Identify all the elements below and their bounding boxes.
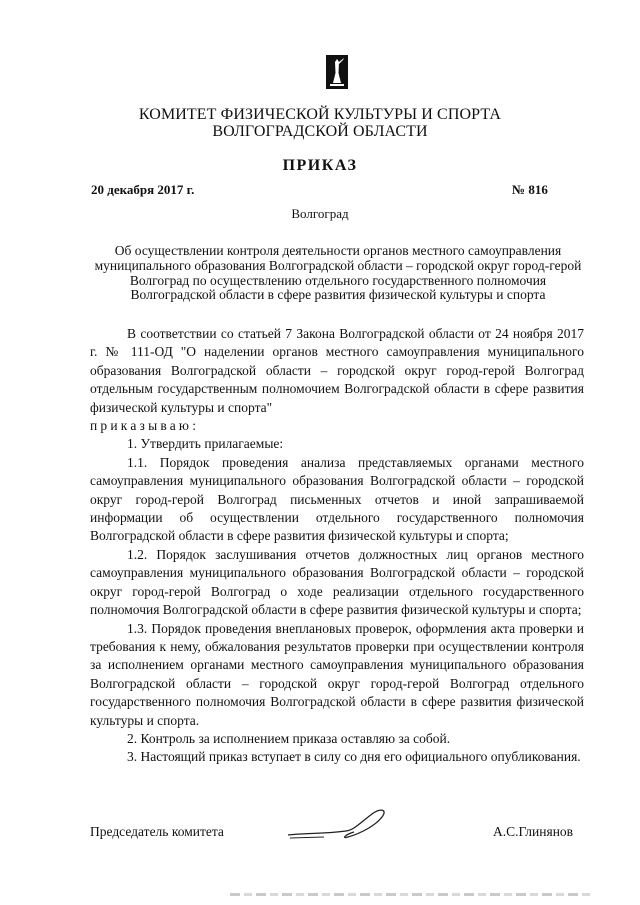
item-1-2: 1.2. Порядок заслушивания отчетов должностных лиц органов местного самоуправления муниципального образования Волгоградской области – городской округ город-герой Волгоград о ходе реализации отдельного государственного полномочия Волгоградской области в сфере развития физической культуры и спорта; bbox=[90, 546, 584, 618]
order-body bbox=[90, 325, 584, 767]
order-number: № 816 bbox=[512, 182, 548, 197]
item-1: 1. Утвердить прилагаемые: bbox=[127, 436, 284, 452]
order-city: Волгоград bbox=[291, 206, 349, 221]
item-1-1: 1.1. Порядок проведения анализа представляемых органами местного самоуправления муниципального образования Волгоградской области – городской округ город-герой Волгоград письменных отчетов и иной запрашиваемой информации об осуществлении отдельного государственного полномочия Волгоградской области в сфере развития физической культуры и спорта; bbox=[90, 454, 584, 544]
order-title: ПРИКАЗ bbox=[282, 157, 358, 174]
preamble-paragraph: В соответствии со статьей 7 Закона Волгоградской области от 24 ноября 2017 г. № 111-ОД "О наделении органов местного самоуправления муниципального образования Волгоградской области – городской округ город-герой Волгоград отдельным государственным полномочием Волгоградской области в сфере развития физической культуры и спорта" bbox=[90, 326, 584, 415]
handwritten-signature bbox=[284, 805, 404, 845]
item-2: 2. Контроль за исполнением приказа оставляю за собой. bbox=[127, 730, 451, 746]
organization-region: ВОЛГОГРАДСКОЙ ОБЛАСТИ bbox=[212, 123, 428, 140]
item-3: 3. Настоящий приказ вступает в силу со дня его официального опубликования. bbox=[127, 749, 581, 765]
item-1-3: 1.3. Порядок проведения внеплановых проверок, оформления акта проверки и требования к нему, обжалования результатов проверки при осуществлении контроля за исполнением органами местного самоуправления муниципального образования Волгоградской области – городской округ город-герой Волгоград отдельного государственного полномочия Волгоградской области в сфере развития физической культуры и спорта. bbox=[90, 620, 584, 728]
order-subject: Об осуществлении контроля деятельности органов местного самоуправления муниципального образования Волгоградской области – городской округ город-герой Волгоград по осуществлению отдельного государственного полномочия Волгоградской области в сфере развития физической культуры и спорта bbox=[94, 243, 582, 303]
order-date: 20 декабря 2017 г. bbox=[91, 182, 195, 197]
order-word: приказываю: bbox=[90, 418, 200, 434]
volgograd-emblem-icon bbox=[326, 55, 348, 89]
signer-name: А.С.Глинянов bbox=[493, 824, 574, 839]
organization-name: КОМИТЕТ ФИЗИЧЕСКОЙ КУЛЬТУРЫ И СПОРТА bbox=[138, 106, 502, 123]
scan-artifact bbox=[230, 893, 590, 896]
signer-position: Председатель комитета bbox=[90, 824, 224, 839]
